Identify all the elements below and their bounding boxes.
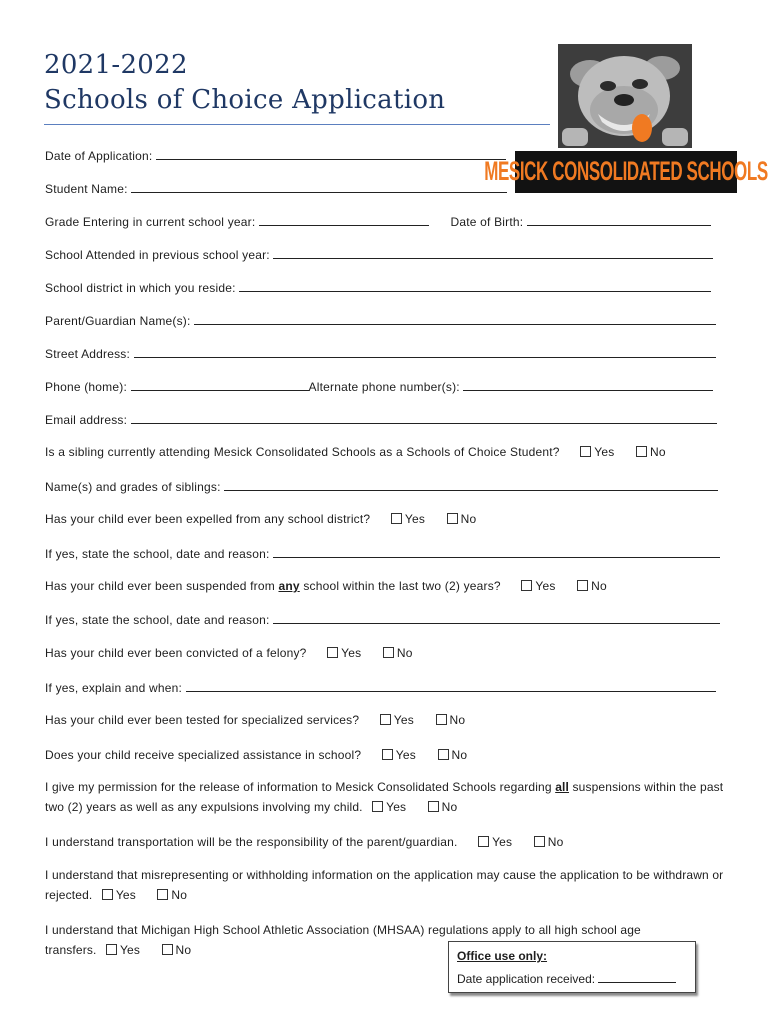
date-received-label: Date application received:: [457, 972, 596, 986]
parent-names-field[interactable]: [194, 313, 716, 325]
school-attended-field[interactable]: [273, 247, 713, 259]
suspended-details-field[interactable]: [273, 612, 720, 624]
parent-names-row: [45, 313, 716, 329]
phone-row: [45, 379, 713, 395]
office-use-heading: Office use only:: [457, 949, 548, 963]
school-attended-label: School Attended in previous school year:: [45, 248, 270, 262]
felony-details-label: If yes, explain and when:: [45, 681, 183, 695]
tested-question-row: [45, 713, 465, 728]
no-label: No: [460, 512, 477, 526]
office-use-box: [448, 941, 696, 993]
date-received-row: [457, 971, 676, 986]
email-field[interactable]: [131, 412, 717, 424]
email-label: Email address:: [45, 413, 128, 427]
suspended-yes-checkbox[interactable]: [521, 580, 532, 591]
tested-question: Has your child ever been tested for specialized services?: [45, 713, 360, 727]
yes-label: Yes: [115, 888, 136, 902]
felony-details-row: [45, 680, 716, 696]
suspended-question-row: [45, 579, 607, 594]
felony-no-checkbox[interactable]: [383, 647, 394, 658]
school-banner: MESICK CONSOLIDATED SCHOOLS: [515, 151, 737, 193]
sibling-names-row: [45, 479, 718, 495]
yes-label: Yes: [492, 835, 513, 849]
date-of-application-field[interactable]: [156, 148, 506, 160]
phone-home-field[interactable]: [131, 379, 309, 391]
mhsaa-no-checkbox[interactable]: [162, 944, 173, 955]
tested-no-checkbox[interactable]: [436, 714, 447, 725]
felony-yes-checkbox[interactable]: [327, 647, 338, 658]
school-district-label: School district in which you reside:: [45, 281, 236, 295]
title-underline: [44, 124, 550, 125]
mhsaa-yes-checkbox[interactable]: [106, 944, 117, 955]
date-of-application-row: [45, 148, 506, 164]
student-name-label: Student Name:: [45, 182, 128, 196]
school-district-row: [45, 280, 711, 296]
no-label: No: [175, 943, 192, 957]
student-name-row: [45, 181, 507, 197]
expelled-yes-checkbox[interactable]: [391, 513, 402, 524]
date-of-birth-label: Date of Birth:: [450, 215, 524, 229]
suspended-question: Has your child ever been suspended from any school within the last two (2) years?: [45, 579, 501, 593]
yes-label: Yes: [395, 748, 416, 762]
suspended-details-row: [45, 612, 720, 628]
phone-home-label: Phone (home):: [45, 380, 127, 394]
no-label: No: [649, 445, 666, 459]
assistance-question: Does your child receive specialized assistance in school?: [45, 748, 362, 762]
sibling-names-field[interactable]: [224, 479, 718, 491]
grade-entering-label: Grade Entering in current school year:: [45, 215, 256, 229]
transportation-statement: I understand transportation will be the responsibility of the parent/guardian.: [45, 835, 458, 849]
date-of-application-label: Date of Application:: [45, 149, 153, 163]
no-label: No: [396, 646, 413, 660]
expelled-details-row: [45, 546, 720, 562]
grade-entering-field[interactable]: [259, 214, 429, 226]
mhsaa-statement: I understand that Michigan High School Athletic Association (MHSAA) regulations apply to all high school age transfers. Yes No: [45, 923, 641, 957]
alternate-phone-label: Alternate phone number(s):: [308, 380, 460, 394]
expelled-question: Has your child ever been expelled from any school district?: [45, 512, 371, 526]
street-address-label: Street Address:: [45, 347, 131, 361]
yes-label: Yes: [386, 800, 407, 814]
expelled-question-row: [45, 512, 476, 527]
yes-label: Yes: [535, 579, 556, 593]
student-name-field[interactable]: [131, 181, 507, 193]
no-label: No: [451, 748, 468, 762]
misrepresent-statement: I understand that misrepresenting or withholding information on the application may cause the application to be withdrawn or rejected. Yes No: [45, 868, 724, 902]
yes-label: Yes: [393, 713, 414, 727]
no-label: No: [171, 888, 188, 902]
suspended-details-label: If yes, state the school, date and reason:: [45, 613, 270, 627]
form-year: 2021-2022: [44, 50, 188, 80]
permission-statement: I give my permission for the release of information to Mesick Consolidated Schools regarding all suspensions within the past two (2) years as well as any expulsions involving my child. Yes No: [45, 780, 724, 814]
school-district-field[interactable]: [239, 280, 711, 292]
misrepresent-yes-checkbox[interactable]: [102, 889, 113, 900]
expelled-details-field[interactable]: [273, 546, 720, 558]
sibling-yes-checkbox[interactable]: [580, 446, 591, 457]
assistance-question-row: [45, 748, 467, 763]
school-attended-row: [45, 247, 713, 263]
felony-question: Has your child ever been convicted of a felony?: [45, 646, 307, 660]
yes-label: Yes: [404, 512, 426, 526]
transportation-yes-checkbox[interactable]: [478, 836, 489, 847]
assistance-no-checkbox[interactable]: [438, 749, 449, 760]
permission-yes-checkbox[interactable]: [372, 801, 383, 812]
transportation-no-checkbox[interactable]: [534, 836, 545, 847]
street-address-row: [45, 346, 716, 362]
assistance-yes-checkbox[interactable]: [382, 749, 393, 760]
street-address-field[interactable]: [134, 346, 716, 358]
sibling-no-checkbox[interactable]: [636, 446, 647, 457]
permission-no-checkbox[interactable]: [428, 801, 439, 812]
date-of-birth-field[interactable]: [527, 214, 711, 226]
email-row: [45, 412, 717, 428]
tested-yes-checkbox[interactable]: [380, 714, 391, 725]
no-label: No: [449, 713, 466, 727]
date-received-field[interactable]: [598, 971, 676, 983]
parent-names-label: Parent/Guardian Name(s):: [45, 314, 191, 328]
sibling-question-row: [45, 445, 666, 460]
form-title: Schools of Choice Application: [44, 85, 446, 115]
no-label: No: [591, 579, 607, 593]
expelled-details-label: If yes, state the school, date and reason:: [45, 547, 270, 561]
expelled-no-checkbox[interactable]: [447, 513, 458, 524]
no-label: No: [547, 835, 564, 849]
alternate-phone-field[interactable]: [463, 379, 713, 391]
grade-dob-row: [45, 214, 711, 230]
bulldog-logo: [558, 44, 692, 148]
sibling-names-label: Name(s) and grades of siblings:: [45, 480, 221, 494]
suspended-no-checkbox[interactable]: [577, 580, 588, 591]
felony-details-field[interactable]: [186, 680, 716, 692]
misrepresent-no-checkbox[interactable]: [157, 889, 168, 900]
yes-label: Yes: [120, 943, 141, 957]
yes-label: Yes: [594, 445, 615, 459]
no-label: No: [441, 800, 458, 814]
felony-question-row: [45, 646, 413, 661]
transportation-row: [45, 835, 564, 850]
sibling-question: Is a sibling currently attending Mesick Consolidated Schools as a Schools of Choice Student?: [45, 445, 560, 459]
yes-label: Yes: [341, 646, 362, 660]
